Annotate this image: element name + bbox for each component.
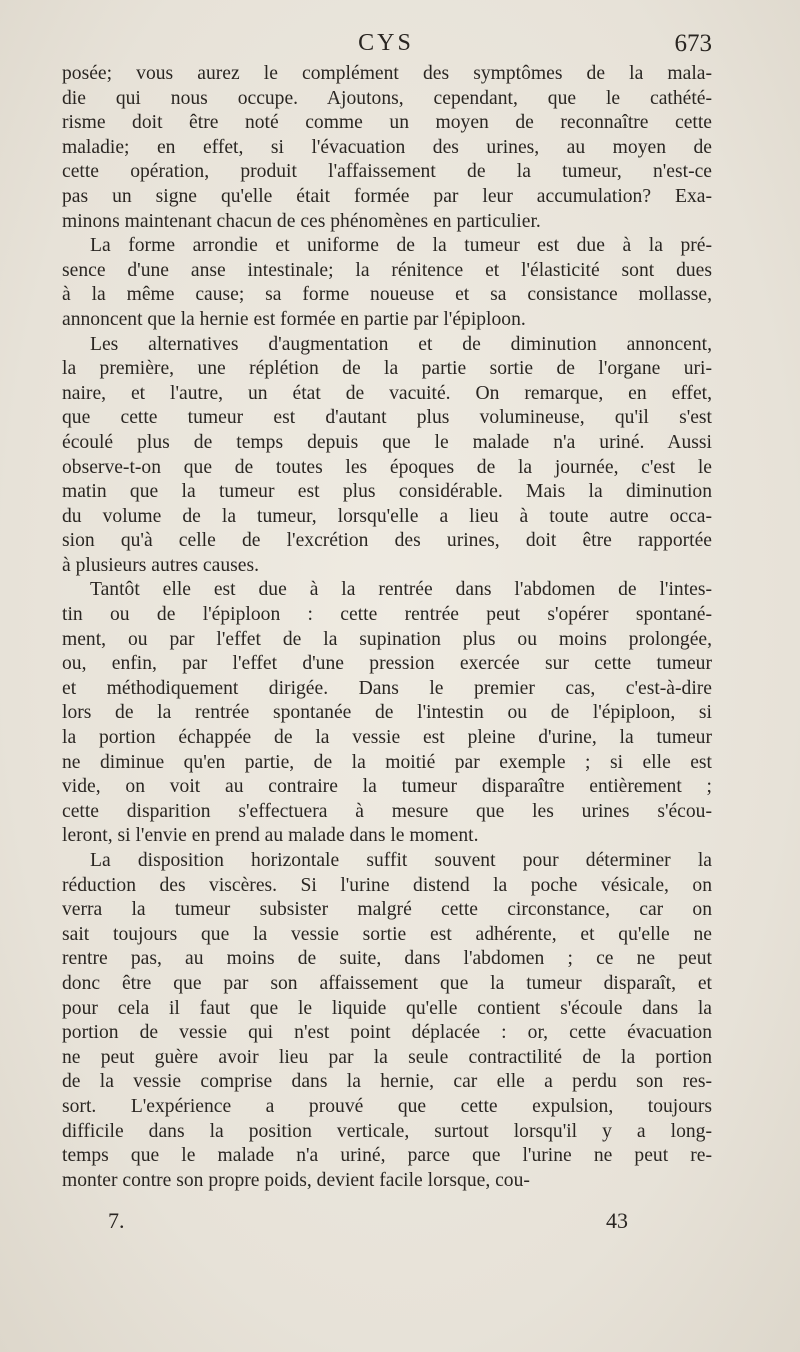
text-line: minons maintenant chacun de ces phénomènes en particulier. [62, 210, 541, 232]
text-line: pas un signe qu'elle était formée par leur accumulation? Exa- [62, 185, 712, 207]
text-line: sion qu'à celle de l'excrétion des urines, doit être rapportée [62, 530, 712, 552]
text-line: ment, ou par l'effet de la supination plus ou moins prolongée, [62, 628, 712, 650]
text-line: ou, enfin, par l'effet d'une pression exercée sur cette tumeur [62, 653, 712, 675]
text-line: leront, si l'envie en prend au malade dans le moment. [62, 825, 479, 847]
text-line: matin que la tumeur est plus considérable. Mais la diminution [62, 481, 712, 503]
text-line: et méthodiquement dirigée. Dans le premier cas, c'est-à-dire [62, 677, 712, 699]
text-line: annoncent que la hernie est formée en partie par l'épiploon. [62, 308, 526, 330]
text-line: cette disparition s'effectuera à mesure que les urines s'écou- [62, 800, 712, 822]
text-line: que cette tumeur est d'autant plus volumineuse, qu'il s'est [62, 407, 712, 429]
paragraph [62, 849, 712, 1193]
text-line: portion de vessie qui n'est point déplacée : or, cette évacuation [62, 1022, 712, 1044]
text-line: pour cela il faut que le liquide qu'elle contient s'écoule dans la [62, 997, 712, 1019]
text-line: naire, et l'autre, un état de vacuité. On remarque, en effet, [62, 382, 712, 404]
text-line: sort. L'expérience a prouvé que cette expulsion, toujours [62, 1095, 712, 1117]
text-line: sait toujours que la vessie sortie est adhérente, et qu'elle ne [62, 923, 712, 945]
text-line: cette opération, produit l'affaissement de la tumeur, n'est-ce [62, 161, 712, 183]
text-line: verra la tumeur subsister malgré cette circonstance, car on [62, 899, 712, 921]
gathering-mark: 43 [606, 1208, 628, 1233]
text-line: Tantôt elle est due à la rentrée dans l'abdomen de l'intes- [90, 579, 712, 601]
text-line: lors de la rentrée spontanée de l'intestin ou de l'épiploon, si [62, 702, 712, 724]
signature-mark: 7. [108, 1208, 125, 1233]
paragraph [62, 578, 712, 849]
text-line: vide, on voit au contraire la tumeur disparaître entièrement ; [62, 776, 712, 798]
body-text [62, 62, 712, 1193]
text-line: de la vessie comprise dans la hernie, car elle a perdu son res- [62, 1071, 712, 1093]
text-line: La disposition horizontale suffit souvent pour déterminer la [90, 850, 712, 871]
page-header [60, 30, 712, 66]
text-line: rentre pas, au moins de suite, dans l'abdomen ; ce ne peut [62, 948, 712, 970]
text-line: La forme arrondie et uniforme de la tumeur est due à la pré- [90, 235, 712, 257]
text-line: risme doit être noté comme un moyen de reconnaître cette [62, 112, 712, 134]
text-line: sence d'une anse intestinale; la rénitence et l'élasticité sont dues [62, 259, 712, 281]
text-line: la portion échappée de la vessie est pleine d'urine, la tumeur [62, 727, 712, 749]
text-line: ne diminue qu'en partie, de la moitié par exemple ; si elle est [62, 751, 712, 773]
text-line: die qui nous occupe. Ajoutons, cependant, que le cathété- [62, 87, 712, 109]
text-line: donc être que par son affaissement que la tumeur disparaît, et [62, 972, 712, 994]
text-line: posée; vous aurez le complément des symptômes de la mala- [62, 63, 712, 84]
page-footer [108, 1208, 628, 1238]
page-number: 673 [674, 30, 712, 57]
text-line: du volume de la tumeur, lorsqu'elle a lieu à toute autre occa- [62, 505, 712, 527]
text-line: à plusieurs autres causes. [62, 554, 259, 576]
paragraph [62, 333, 712, 579]
text-line: maladie; en effet, si l'évacuation des urines, au moyen de [62, 136, 712, 158]
text-line: la première, une réplétion de la partie sortie de l'organe uri- [62, 358, 712, 380]
paragraph [62, 234, 712, 332]
text-line: observe-t-on que de toutes les époques de la journée, c'est le [62, 456, 712, 478]
running-head: CYS [358, 30, 414, 56]
text-line: à la même cause; sa forme noueuse et sa consistance mollasse, [62, 284, 712, 306]
text-line: Les alternatives d'augmentation et de diminution annoncent, [90, 333, 712, 355]
text-line: temps que le malade n'a uriné, parce que l'urine ne peut re- [62, 1145, 712, 1167]
paragraph [62, 62, 712, 234]
text-line: monter contre son propre poids, devient facile lorsque, cou- [62, 1169, 530, 1191]
text-line: réduction des viscères. Si l'urine distend la poche vésicale, on [62, 874, 712, 896]
text-line: tin ou de l'épiploon : cette rentrée peut s'opérer spontané- [62, 604, 712, 626]
text-line: ne peut guère avoir lieu par la seule contractilité de la portion [62, 1046, 712, 1068]
text-line: écoulé plus de temps depuis que le malade n'a uriné. Aussi [62, 431, 712, 453]
text-line: difficile dans la position verticale, surtout lorsqu'il y a long- [62, 1120, 712, 1142]
